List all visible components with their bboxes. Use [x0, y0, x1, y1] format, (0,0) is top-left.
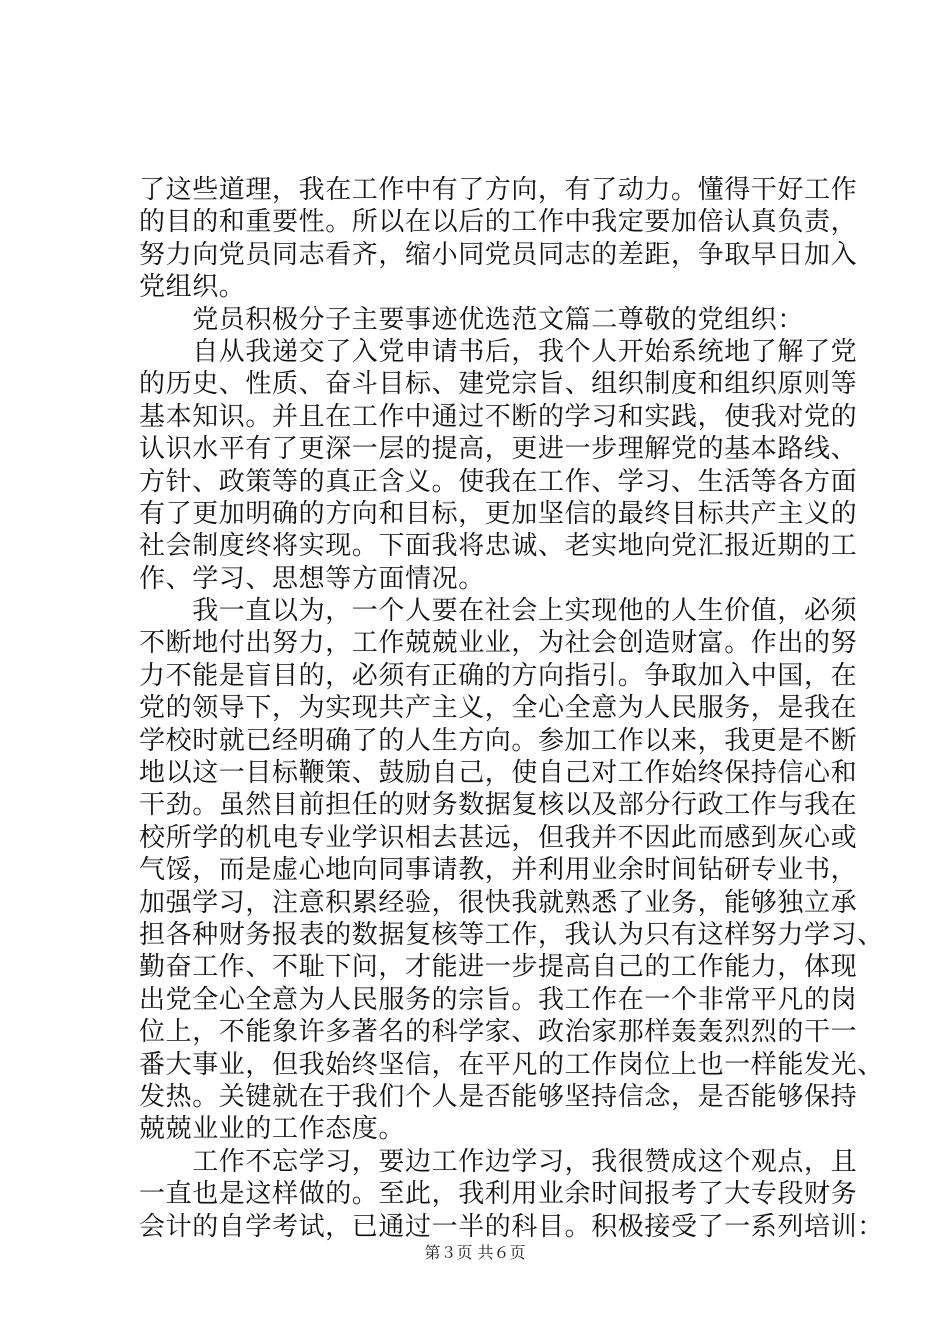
text-line: 认识水平有了更深一层的提高，更进一步理解党的基本路线、	[139, 434, 858, 465]
text-line: 了这些道理，我在工作中有了方向，有了动力。懂得干好工作	[139, 175, 858, 205]
page-footer: 第３页 共６页	[424, 1243, 526, 1262]
text-line: 发热。关键就在于我们个人是否能够坚持信念，是否能够保持	[139, 1081, 858, 1112]
text-line: 出党全心全意为人民服务的宗旨。我工作在一个非常平凡的岗	[139, 984, 858, 1015]
text-line: 校所学的机电专业学识相去甚远，但我并不因此而感到灰心或	[139, 822, 858, 853]
text-line: 作、学习、思想等方面情况。	[139, 563, 485, 594]
text-line: 勤奋工作、不耻下问，才能进一步提高自己的工作能力，体现	[139, 952, 858, 983]
text-line: 工作不忘学习，要边工作边学习，我很赞成这个观点，且	[139, 1146, 858, 1177]
text-line: 会计的自学考试，已通过一半的科目。积极接受了一系列培训：	[139, 1211, 884, 1242]
text-line: 有了更加明确的方向和目标，更加坚信的最终目标共产主义的	[139, 498, 858, 529]
text-line: 力不能是盲目的，必须有正确的方向指引。争取加入中国，在	[139, 660, 858, 691]
text-line: 一直也是这样做的。至此，我利用业余时间报考了大专段财务	[139, 1179, 858, 1210]
text-line: 党组织。	[139, 272, 246, 303]
text-line: 不断地付出努力，工作兢兢业业，为社会创造财富。作出的努	[139, 628, 858, 659]
text-line: 自从我递交了入党申请书后，我个人开始系统地了解了党	[139, 336, 858, 367]
text-line: 干劲。虽然目前担任的财务数据复核以及部分行政工作与我在	[139, 790, 858, 821]
text-line: 兢兢业业的工作态度。	[139, 1114, 406, 1145]
text-line: 方针、政策等的真正含义。使我在工作、学习、生活等各方面	[139, 466, 858, 497]
document-body	[139, 174, 884, 1243]
text-line: 位上，不能象许多著名的科学家、政治家那样轰轰烈烈的干一	[139, 1017, 858, 1048]
text-line: 加强学习，注意积累经验，很快我就熟悉了业务，能够独立承	[139, 887, 858, 918]
text-line: 党员积极分子主要事迹优选范文篇二尊敬的党组织：	[139, 304, 805, 335]
text-line: 基本知识。并且在工作中通过不断的学习和实践，使我对党的	[139, 401, 858, 432]
text-line: 努力向党员同志看齐，缩小同党员同志的差距，争取早日加入	[139, 239, 858, 270]
text-line: 党的领导下，为实现共产主义，全心全意为人民服务，是我在	[139, 693, 858, 724]
text-line: 地以这一目标鞭策、鼓励自己，使自己对工作始终保持信心和	[139, 758, 858, 789]
text-line: 的目的和重要性。所以在以后的工作中我定要加倍认真负责，	[139, 207, 858, 238]
text-line: 学校时就已经明确了的人生方向。参加工作以来，我更是不断	[139, 725, 858, 756]
text-line: 的历史、性质、奋斗目标、建党宗旨、组织制度和组织原则等	[139, 369, 858, 400]
text-line: 番大事业，但我始终坚信，在平凡的工作岗位上也一样能发光、	[139, 1049, 884, 1080]
text-line: 我一直以为，一个人要在社会上实现他的人生价值，必须	[139, 596, 858, 627]
text-line: 气馁，而是虚心地向同事请教，并利用业余时间钻研专业书，	[139, 855, 858, 886]
text-line: 社会制度终将实现。下面我将忠诚、老实地向党汇报近期的工	[139, 531, 858, 562]
text-line: 担各种财务报表的数据复核等工作，我认为只有这样努力学习、	[139, 919, 884, 950]
